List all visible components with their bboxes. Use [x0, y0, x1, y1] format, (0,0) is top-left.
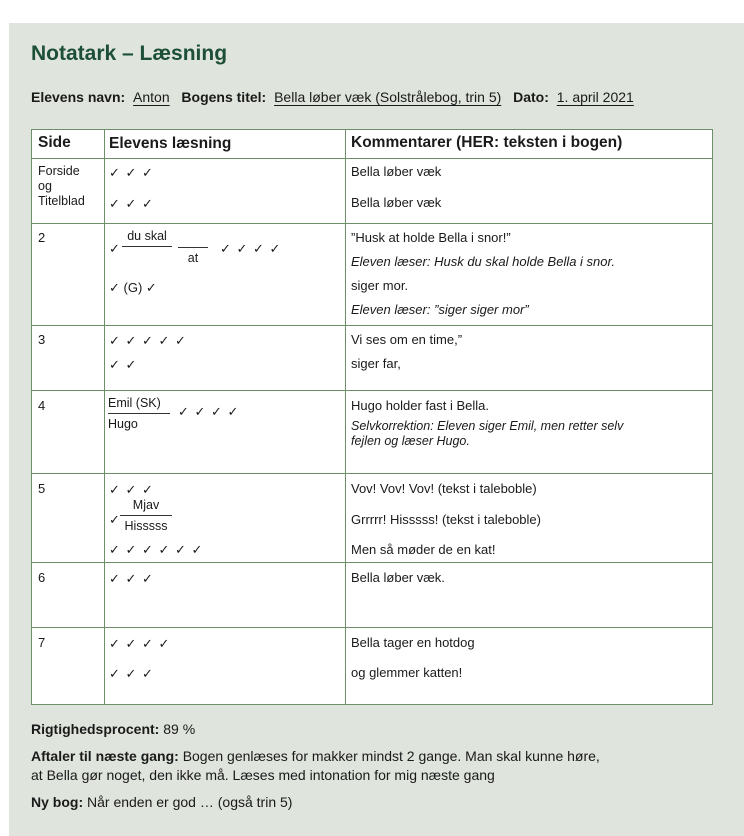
- row3-side: 3: [38, 332, 46, 347]
- row7-reading-2: ✓ ✓ ✓: [109, 666, 154, 681]
- column-divider: [104, 130, 105, 704]
- fraction-bar: [178, 247, 208, 248]
- row2-error-fraction-1: [122, 229, 172, 250]
- row5-comment-3: Men så møder de en kat!: [351, 542, 496, 557]
- row3-reading-1: ✓ ✓ ✓ ✓ ✓: [109, 333, 187, 348]
- row5-comment-2: Grrrrr! Hisssss! (tekst i taleboble): [351, 512, 541, 527]
- row1-comment-2: Bella løber væk: [351, 195, 442, 210]
- header-reading: Elevens læsning: [109, 135, 232, 152]
- column-divider: [345, 130, 346, 704]
- row7-comment-2: og glemmer katten!: [351, 665, 463, 680]
- row4-selfcorrection-fraction: [108, 396, 170, 431]
- row5-reading-prefix: ✓: [109, 512, 120, 527]
- accuracy-label: Rigtighedsprocent:: [31, 721, 160, 737]
- row6-side: 6: [38, 570, 46, 585]
- agreements-text-2: at Bella gør noget, den ikke må. Læses med intonation for mig næste gang: [31, 767, 495, 783]
- book-title-label: Bogens titel:: [181, 89, 267, 105]
- row1-side: [38, 164, 85, 209]
- side-line: Forside: [38, 164, 80, 178]
- row7-comment-1: Bella tager en hotdog: [351, 635, 475, 650]
- student-info-line: [31, 89, 638, 105]
- fraction-denominator: at: [187, 251, 199, 265]
- row5-error-fraction: [120, 498, 172, 533]
- fraction-numerator: [178, 229, 208, 244]
- row4-comment-3: fejlen og læser Hugo.: [351, 434, 470, 448]
- row4-comment-2: Selvkorrektion: Eleven siger Emil, men retter selv: [351, 419, 624, 433]
- fraction-bar: [122, 246, 172, 247]
- row5-comment-1: Vov! Vov! Vov! (tekst i taleboble): [351, 481, 537, 496]
- agreements-text-1: Bogen genlæses for makker mindst 2 gange. Man skal kunne høre,: [182, 748, 600, 764]
- new-book-label: Ny bog:: [31, 794, 84, 810]
- row-divider: [32, 390, 712, 391]
- fraction-bar: [108, 413, 170, 414]
- row5-reading-3: ✓ ✓ ✓ ✓ ✓ ✓: [109, 542, 204, 557]
- row-divider: [32, 223, 712, 224]
- note-sheet-panel: [9, 23, 744, 836]
- fraction-denominator: Hisssss: [124, 519, 168, 533]
- row1-reading-1: ✓ ✓ ✓: [109, 165, 154, 180]
- fraction-numerator: Mjav: [132, 498, 160, 512]
- row2-reading-2: ✓ (G) ✓: [109, 280, 157, 295]
- row7-reading-1: ✓ ✓ ✓ ✓: [109, 636, 171, 651]
- accuracy-line: [31, 720, 195, 739]
- row2-comment-1: ”Husk at holde Bella i snor!”: [351, 230, 511, 245]
- page-title: Notatark – Læsning: [31, 42, 228, 65]
- fraction-denominator: Hugo: [108, 417, 138, 431]
- book-title-value: Bella løber væk (Solstrålebog, trin 5): [274, 89, 502, 105]
- header-comments: Kommentarer (HER: teksten i bogen): [351, 134, 623, 151]
- row6-comment-1: Bella løber væk.: [351, 570, 445, 585]
- row6-reading-1: ✓ ✓ ✓: [109, 571, 154, 586]
- student-name-label: Elevens navn:: [31, 89, 126, 105]
- row1-reading-2: ✓ ✓ ✓: [109, 196, 154, 211]
- student-name-value: Anton: [133, 89, 170, 105]
- fraction-numerator: du skal: [127, 229, 167, 243]
- side-line: Titelblad: [38, 194, 85, 208]
- row1-comment-1: Bella løber væk: [351, 164, 442, 179]
- row-divider: [32, 325, 712, 326]
- row2-comment-3: siger mor.: [351, 278, 409, 293]
- row2-error-fraction-2: [178, 229, 208, 265]
- row-divider: [32, 473, 712, 474]
- row2-comment-4: Eleven læser: ”siger siger mor”: [351, 302, 529, 317]
- fraction-numerator: Emil (SK): [108, 396, 161, 410]
- row2-side: 2: [38, 230, 46, 245]
- reading-record-table: [31, 129, 713, 705]
- side-line: og: [38, 179, 52, 193]
- new-book-value: Når enden er god … (også trin 5): [87, 794, 293, 810]
- header-side: Side: [38, 134, 71, 151]
- fraction-bar: [120, 515, 172, 516]
- row7-side: 7: [38, 635, 46, 650]
- row5-side: 5: [38, 481, 46, 496]
- accuracy-value: 89 %: [163, 721, 196, 737]
- row3-reading-2: ✓ ✓: [109, 357, 138, 372]
- row-divider: [32, 158, 712, 159]
- row2-reading-prefix: ✓: [109, 241, 120, 256]
- new-book-line: [31, 793, 292, 812]
- row2-reading-suffix: ✓ ✓ ✓ ✓: [220, 241, 282, 256]
- agreements-block: [31, 747, 600, 785]
- agreements-line-1: [31, 747, 600, 766]
- row4-comment-1: Hugo holder fast i Bella.: [351, 398, 490, 413]
- agreements-label: Aftaler til næste gang:: [31, 748, 179, 764]
- row5-reading-1: ✓ ✓ ✓: [109, 482, 154, 497]
- row2-comment-2: Eleven læser: Husk du skal holde Bella i snor.: [351, 254, 615, 269]
- row3-comment-1: Vi ses om en time,”: [351, 332, 463, 347]
- row4-side: 4: [38, 398, 46, 413]
- row4-reading-suffix: ✓ ✓ ✓ ✓: [178, 404, 240, 419]
- date-label: Dato:: [513, 89, 549, 105]
- row-divider: [32, 627, 712, 628]
- row-divider: [32, 562, 712, 563]
- row3-comment-2: siger far,: [351, 356, 401, 371]
- date-value: 1. april 2021: [556, 89, 634, 105]
